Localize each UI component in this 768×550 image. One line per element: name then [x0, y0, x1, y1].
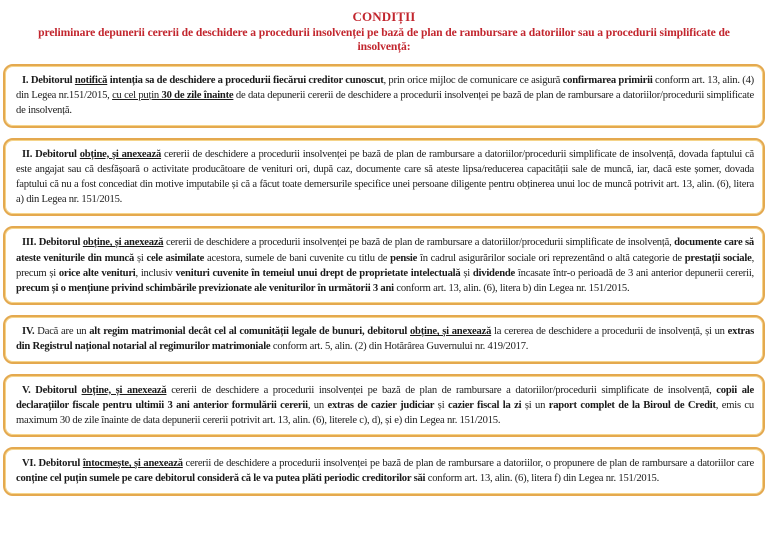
- condition-text-5: V. Debitorul obține, și anexează cererii de deschidere a procedurii insolvenței pe bază de plan de rambursare a datoriilor/procedurii simplificate de insolvență, copii ale declarațiilor fiscale pentru ultimii 3 ani anterior formulării cererii, un extras de cazier judiciar și cazier fiscal la zi și un raport complet de la Biroul de Credit, emis cu maximum 30 de zile înainte de data depunerii cererii potrivit art. 13, alin. (6), literele c), d), și e) din Legea nr. 151/2015.: [16, 384, 754, 427]
- document-title: CONDIȚII: [352, 9, 416, 24]
- condition-text-3: III. Debitorul obține, și anexează cererii de deschidere a procedurii insolvenței pe bază de plan de rambursare a datoriilor/procedurii simplificate de insolvență, documente care să ateste veniturile din muncă și cele asimilate acestora, sumele de bani cuvenite cu titlu de pensie în cadrul asigurărilor sociale ori reprezentând o altă categorie de prestații sociale, precum și orice alte venituri, inclusiv venituri cuvenite în temeiul unui drept de proprietate intelectuală și dividende încasate într-o perioadă de 3 ani anterior depunerii cererii, precum și o mențiune privind schimbările previzionate ale veniturilor în următorii 3 ani conform art. 13, alin. (6), litera b) din Legea nr. 151/2015.: [16, 237, 755, 295]
- condition-box-3: [3, 226, 765, 305]
- condition-box-1: [3, 64, 765, 128]
- condition-box-2: [3, 138, 765, 217]
- condition-text-2: II. Debitorul obține, și anexează cererii de deschidere a procedurii insolvenței pe bază de plan de rambursare a datoriilor/procedurii simplificate de insolvență, dovada faptului că este angajat sau că desfășoară o activitate producătoare de venituri ori, după caz, documente care să ateste lipsa/reducerea capacității sale de muncă, iar, dacă este șomer, dovada faptului că nu a fost concediat din motive imputabile și că a făcut toate demersurile specifice unei persoane diligente pentru obținerea unui loc de muncă potrivit art. 13, alin. (6), litera a) din Legea nr. 151/2015.: [16, 148, 754, 206]
- condition-text-6: VI. Debitorul întocmește, și anexează cererii de deschidere a procedurii insolvenței pe bază de plan de rambursare a datoriilor, o propunere de plan de rambursare a datoriilor care conține cel puțin sumele pe care debitorul consideră că le va putea plăti periodic creditorilor săi conform art. 13, alin. (6), litera f) din Legea nr. 151/2015.: [16, 458, 754, 485]
- condition-text-1: I. Debitorul notifică intenția sa de deschidere a procedurii fiecărui creditor cunoscut, prin orice mijloc de comunicare ce asigură confirmarea primirii conform art. 13, alin. (4) din Legea nr.151/2015, cu cel puțin 30 de zile înainte de data depunerii cererii de deschidere a procedurii insolvenței pe bază de plan de rambursare a datoriilor/procedurii simplificate de insolvență.: [16, 75, 754, 117]
- document-header: [0, 9, 768, 53]
- condition-box-5: [3, 374, 765, 438]
- document-subtitle: preliminare depunerii cererii de deschidere a procedurii insolvenței pe bază de plan de rambursare a datoriilor sau a procedurii simplificate de insolvență:: [38, 26, 730, 53]
- condition-box-6: [3, 447, 765, 495]
- condition-box-4: [3, 315, 765, 363]
- condition-text-4: IV. Dacă are un alt regim matrimonial decât cel al comunității legale de bunuri, debitorul obține, și anexează la cererea de deschidere a procedurii de insolvență, și un extras din Registrul național notarial al regimurilor matrimoniale conform art. 5, alin. (2) din Hotărârea Guvernului nr. 419/2017.: [16, 326, 754, 353]
